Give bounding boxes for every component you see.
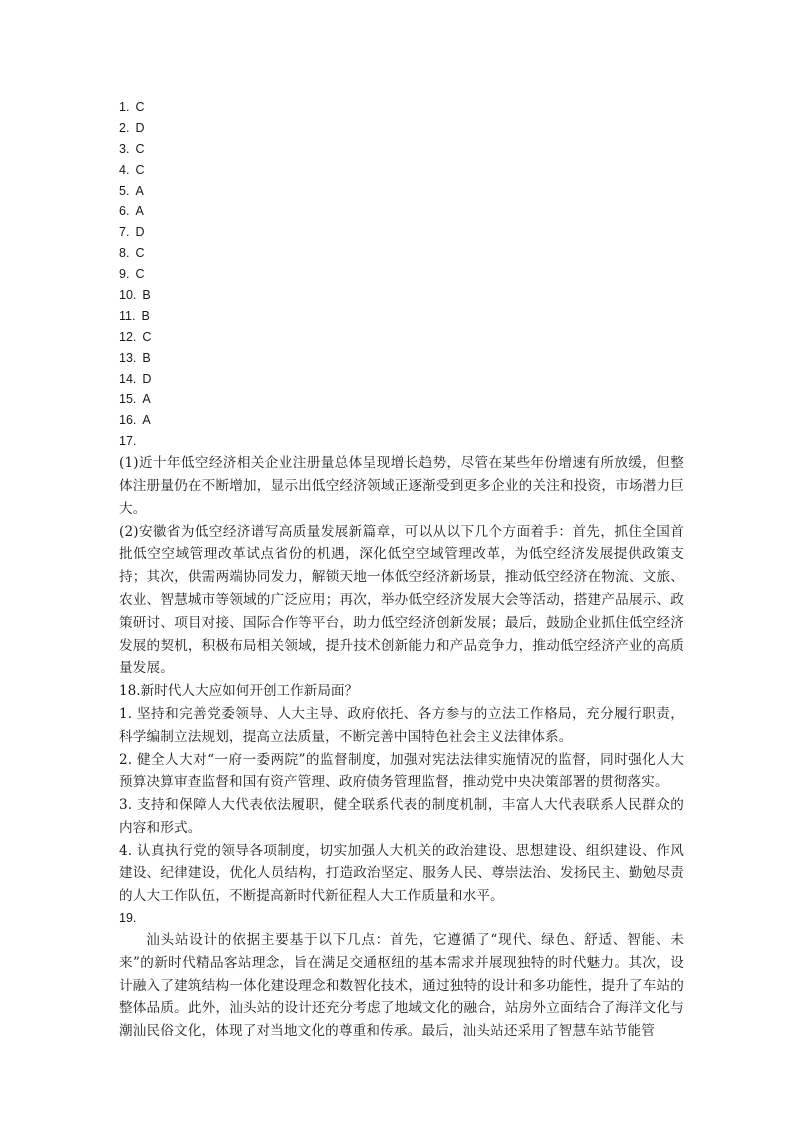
answer-item (119, 222, 684, 243)
answer-number: 11. (119, 308, 136, 323)
answer-number: 13. (119, 350, 137, 365)
answer-item (119, 139, 684, 160)
q18-point-4: 4. 认真执行党的领导各项制度，切实加强人大机关的政治建设、思想建设、组织建设、作风建设、纪律建设，优化人员结构，打造政治坚定、服务人民、尊崇法治、发扬民主、勤勉尽责的人大工作队伍，不断提高新时代新征程人大工作质量和水平。 (119, 842, 684, 905)
answer-item (119, 369, 684, 390)
answer-number: 4. (119, 162, 130, 177)
answer-number: 15. (119, 392, 137, 407)
answer-item (119, 348, 684, 369)
answer-item (119, 410, 684, 431)
q19-label: 19. (119, 911, 137, 926)
answer-choice: B (142, 288, 151, 303)
q18-point-1: 1. 坚持和完善党委领导、人大主导、政府依托、各方参与的立法工作格局，充分履行职责，科学编制立法规划，提高立法质量，不断完善中国特色社会主义法律体系。 (119, 705, 684, 745)
answer-choice: C (135, 141, 145, 156)
answer-number: 10. (119, 288, 137, 303)
answer-choice: D (135, 120, 145, 135)
answer-number: 8. (119, 246, 130, 261)
answer-choice: C (135, 162, 145, 177)
q18-point-2: 2. 健全人大对“一府一委两院”的监督制度，加强对宪法法律实施情况的监督，同时强化人大预算决算审查监督和国有资产管理、政府债务管理监督，推动党中央决策部署的贯彻落实。 (119, 751, 684, 791)
answer-item (119, 389, 684, 410)
q19-body: 汕头站设计的依据主要基于以下几点：首先，它遵循了“现代、绿色、舒适、智能、未来”的新时代精品客站理念，旨在满足交通枢纽的基本需求并展现独特的时代魅力。其次，设计融入了建筑结构一体化建设理念和数智化技术，通过独特的设计和多功能性，提升了车站的整体品质。此外，汕头站的设计还充分考虑了地域文化的融合，站房外立面结合了海洋文化与潮汕民俗文化，体现了对当地文化的尊重和传承。最后，汕头站还采用了智慧车站节能管 (119, 931, 684, 1040)
answer-item (119, 181, 684, 202)
answer-item (119, 264, 684, 285)
answer-item (119, 243, 684, 264)
answer-number: 3. (119, 141, 130, 156)
answer-list (119, 97, 684, 431)
answer-choice: C (135, 246, 145, 261)
answer-choice: A (142, 392, 151, 407)
q17-label: 17. (119, 434, 137, 449)
answer-item (119, 118, 684, 139)
answer-item (119, 327, 684, 348)
answer-choice: A (135, 204, 144, 219)
answer-choice: A (135, 183, 144, 198)
answer-number: 2. (119, 120, 130, 135)
answer-document (119, 97, 684, 1043)
answer-choice: D (142, 371, 152, 386)
q17-part1: (1)近十年低空经济相关企业注册量总体呈现增长趋势，尽管在某些年份增速有所放缓，但整体注册量仍在不断增加，显示出低空经济领域正逐渐受到更多企业的关注和投资，市场潜力巨大。 (119, 455, 684, 517)
answer-item (119, 160, 684, 181)
answer-number: 5. (119, 183, 130, 198)
answer-choice: C (142, 329, 152, 344)
answer-number: 1. (119, 100, 130, 114)
answer-choice: B (142, 350, 151, 365)
answer-number: 16. (119, 413, 137, 428)
answer-number: 6. (119, 204, 130, 219)
answer-choice: D (135, 225, 145, 240)
answer-item (119, 306, 684, 327)
answer-choice: C (135, 267, 145, 282)
answer-item (119, 201, 684, 222)
answer-number: 7. (119, 225, 130, 240)
answer-number: 12. (119, 329, 137, 344)
answer-choice: B (141, 308, 150, 323)
q18-point-3: 3. 支持和保障人大代表依法履职，健全联系代表的制度机制，丰富人大代表联系人民群众的内容和形式。 (119, 797, 684, 836)
answer-choice: A (142, 413, 151, 428)
answer-item (119, 97, 684, 118)
answer-item (119, 285, 684, 306)
q17-part2: (2)安徽省为低空经济谱写高质量发展新篇章，可以从以下几个方面着手：首先，抓住全国首批低空空域管理改革试点省份的机遇，深化低空空域管理改革，为低空经济发展提供政策支持；其次，供需两端协同发力，解锁天地一体低空经济新场景，推动低空经济在物流、文旅、农业、智慧城市等领域的广泛应用；再次，举办低空经济发展大会等活动，搭建产品展示、政策研讨、项目对接、国际合作等平台，助力低空经济创新发展；最后，鼓励企业抓住低空经济发展的契机，积极布局相关领域，提升技术创新能力和产品竞争力，推动低空经济产业的高质量发展。 (119, 523, 684, 677)
answer-number: 14. (119, 371, 137, 386)
q18-heading: 18.新时代人大应如何开创工作新局面？ (119, 683, 359, 700)
answer-number: 9. (119, 267, 130, 282)
answer-choice: C (135, 100, 145, 114)
